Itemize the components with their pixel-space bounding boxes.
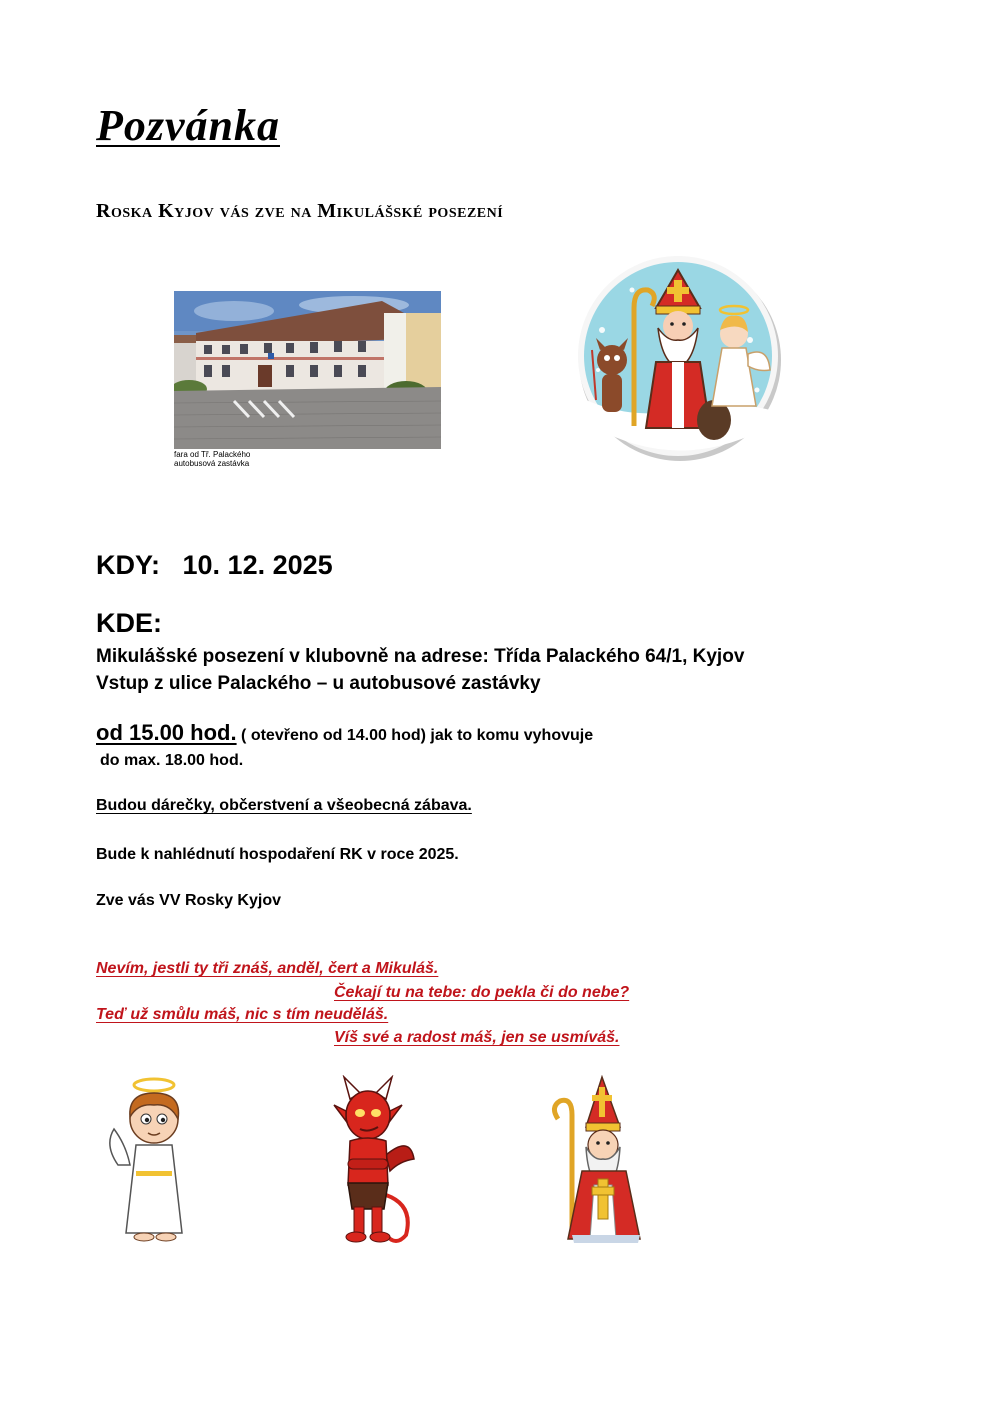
start-time: od 15.00 hod. — [96, 720, 237, 745]
when-label: KDY: — [96, 550, 160, 580]
event-date: 10. 12. 2025 — [182, 550, 333, 580]
open-note: ( otevřeno od 14.00 hod) jak to komu vyhovuje — [236, 727, 594, 744]
when-line — [96, 550, 333, 581]
poem-line-3: Teď už smůlu máš, nic s tím neuděláš. — [96, 1006, 389, 1023]
mikulas-badge — [572, 250, 784, 462]
end-time: do max. 18.00 hod. — [100, 752, 244, 769]
devil-illustration — [326, 1075, 416, 1252]
angel-illustration — [108, 1075, 200, 1252]
time-line — [96, 720, 593, 746]
photo-caption-line1: fara od Tř. Palackého — [174, 450, 251, 459]
finance-text: Bude k nahlédnutí hospodaření RK v roce 2025. — [96, 846, 459, 863]
entrance-line: Vstup z ulice Palackého – u autobusové zastávky — [96, 673, 541, 694]
photo-caption — [174, 450, 250, 468]
gifts-text: Budou dárečky, občerstvení a všeobecná zábava. — [96, 797, 472, 814]
address-block — [96, 643, 744, 697]
where-label: KDE: — [96, 608, 162, 638]
address-line: Mikulášské posezení v klubovně na adrese: Třída Palackého 64/1, Kyjov — [96, 646, 745, 667]
subtitle: Roska Kyjov vás zve na Mikulášské posezení — [96, 200, 504, 222]
poem-line-4: Víš své a radost máš, jen se usmíváš. — [334, 1029, 620, 1046]
page-title: Pozvánka — [96, 101, 280, 150]
mikulas-illustration — [542, 1075, 646, 1252]
poem-line-1: Nevím, jestli ty tři znáš, anděl, čert a Mikuláš. — [96, 960, 439, 977]
building-photo — [174, 291, 441, 449]
photo-caption-line2: autobusová zastávka — [174, 459, 250, 468]
poem-line-2: Čekají tu na tebe: do pekla či do nebe? — [334, 984, 630, 1001]
invite-text: Zve vás VV Rosky Kyjov — [96, 892, 281, 909]
